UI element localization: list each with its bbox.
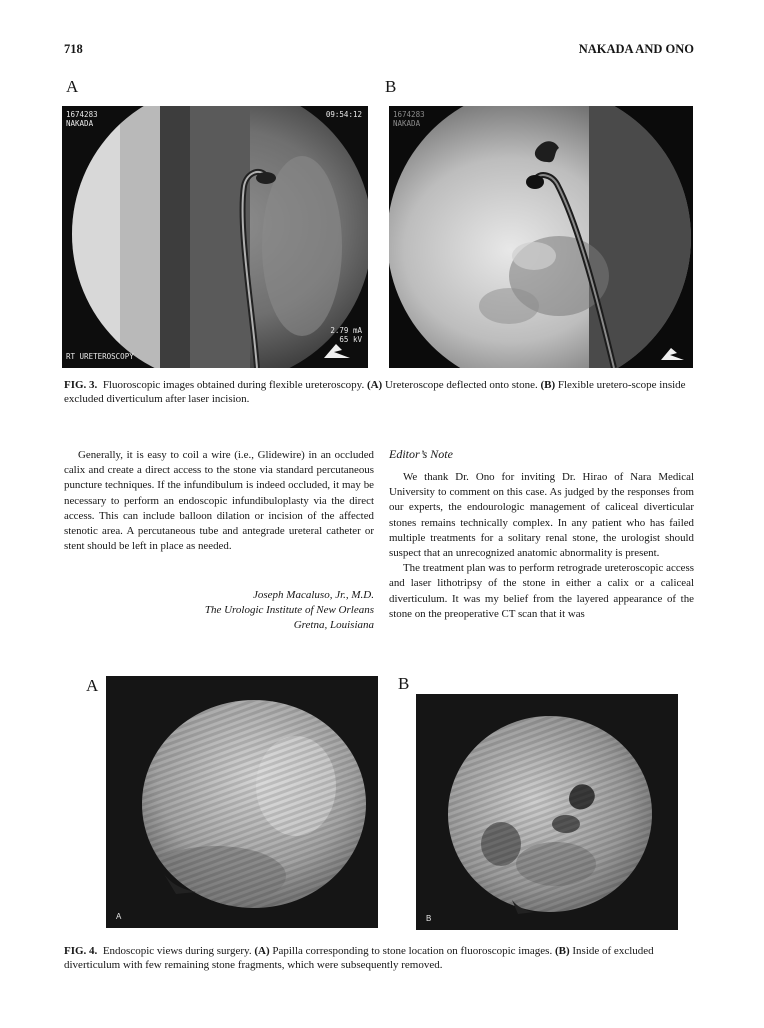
fig3b-fluoroscopic-image [389,106,693,368]
signature-institution: The Urologic Institute of New Orleans [204,604,374,617]
fig4b-inner-label: B [426,914,432,923]
fig3-panel-b-letter: B [385,77,397,96]
fig3-caption-a: (A) [366,379,383,391]
fig4-caption-text-1: Endoscopic views during surgery. [102,945,255,957]
fig4-caption-label: FIG. 4. [64,945,98,957]
fig4a-inner-label: A [116,912,122,921]
fig3a-overlay-ma: 2.79 mA [330,326,362,335]
fig4-caption-text-2: Papilla corresponding to stone location on fluoroscopic images. [269,945,555,957]
fig3a-overlay-id: 1674283 [66,110,98,119]
page-number: 718 [64,42,83,56]
fig3a-overlay-name: NAKADA [66,119,94,128]
left-paragraph: Generally, it is easy to coil a wire (i.e., Glidewire) in an occluded calix and create a direct access to the stone via standard percutaneous puncture techniques. If the infundibulum is indeed occluded, it may be necessary to perform an endoscopic infundibuloplasty via the direct access. This can include balloon dilation or incision of the affected stenotic area. A percutaneous tube and antegrade ureteral catheter or stent should be left in place as needed. [64,449,374,553]
fig4a-endoscopic-image [106,676,378,928]
fig3a-overlay-kv: 65 kV [339,335,362,344]
fig4-caption-b: (B) [554,945,570,957]
fig3-panel-a-letter: A [66,77,79,96]
fig3b-overlay-name: NAKADA [393,119,421,128]
fig4-panel-b-letter: B [398,674,410,693]
fig3-caption [64,378,694,406]
fig3-caption-b: (B) [540,379,556,391]
fig3b-overlay-id: 1674283 [393,110,425,119]
signature-name: Joseph Macaluso, Jr., M.D. [253,589,374,601]
fig3-caption-text-2: Ureteroscope deflected onto stone. [382,379,541,391]
signature-block [64,588,374,634]
fig4-panel-a-letter: A [86,676,99,695]
fig3a-overlay-time: 09:54:12 [325,110,362,119]
left-column [64,448,374,554]
fig4-caption-text-3: Inside of excluded diverticulum with few remaining stone fragments, which were subsequently removed. [64,945,654,971]
fig3-caption-text-3: Flexible uretero-scope inside excluded diverticulum after laser incision. [64,379,686,405]
signature-location: Gretna, Louisiana [293,619,374,632]
running-title: NAKADA AND ONO [578,42,694,56]
fig3-caption-label: FIG. 3. [64,379,98,391]
editors-note-title: Editor’s Note [389,447,453,461]
fig4-caption-a: (A) [254,945,270,957]
editors-note-paragraph-1: We thank Dr. Ono for inviting Dr. Hirao of Nara Medical University to comment on this case. As judged by the responses from our experts, the endourologic management of caliceal diverticular stones remains technically complex. In any patient who has failed multiple treatments for a solitary renal stone, the urologist should suspect that an unrecognized anatomic abnormality is present. [389,471,694,560]
right-column [389,470,694,622]
fig3a-overlay-label: RT URETEROSCOPY [66,352,134,361]
editors-note-paragraph-2: The treatment plan was to perform retrograde ureteroscopic access and laser lithotripsy of the stone in either a calix or a caliceal diverticulum. It was my belief from the layered appearance of the stone on the preoperative CT scan that it was [389,562,694,620]
fig4b-endoscopic-image [416,694,678,930]
fig3-caption-text-1: Fluoroscopic images obtained during flexible ureteroscopy. [102,379,367,391]
fig4-caption [64,944,696,972]
fig3a-fluoroscopic-image [62,106,368,368]
